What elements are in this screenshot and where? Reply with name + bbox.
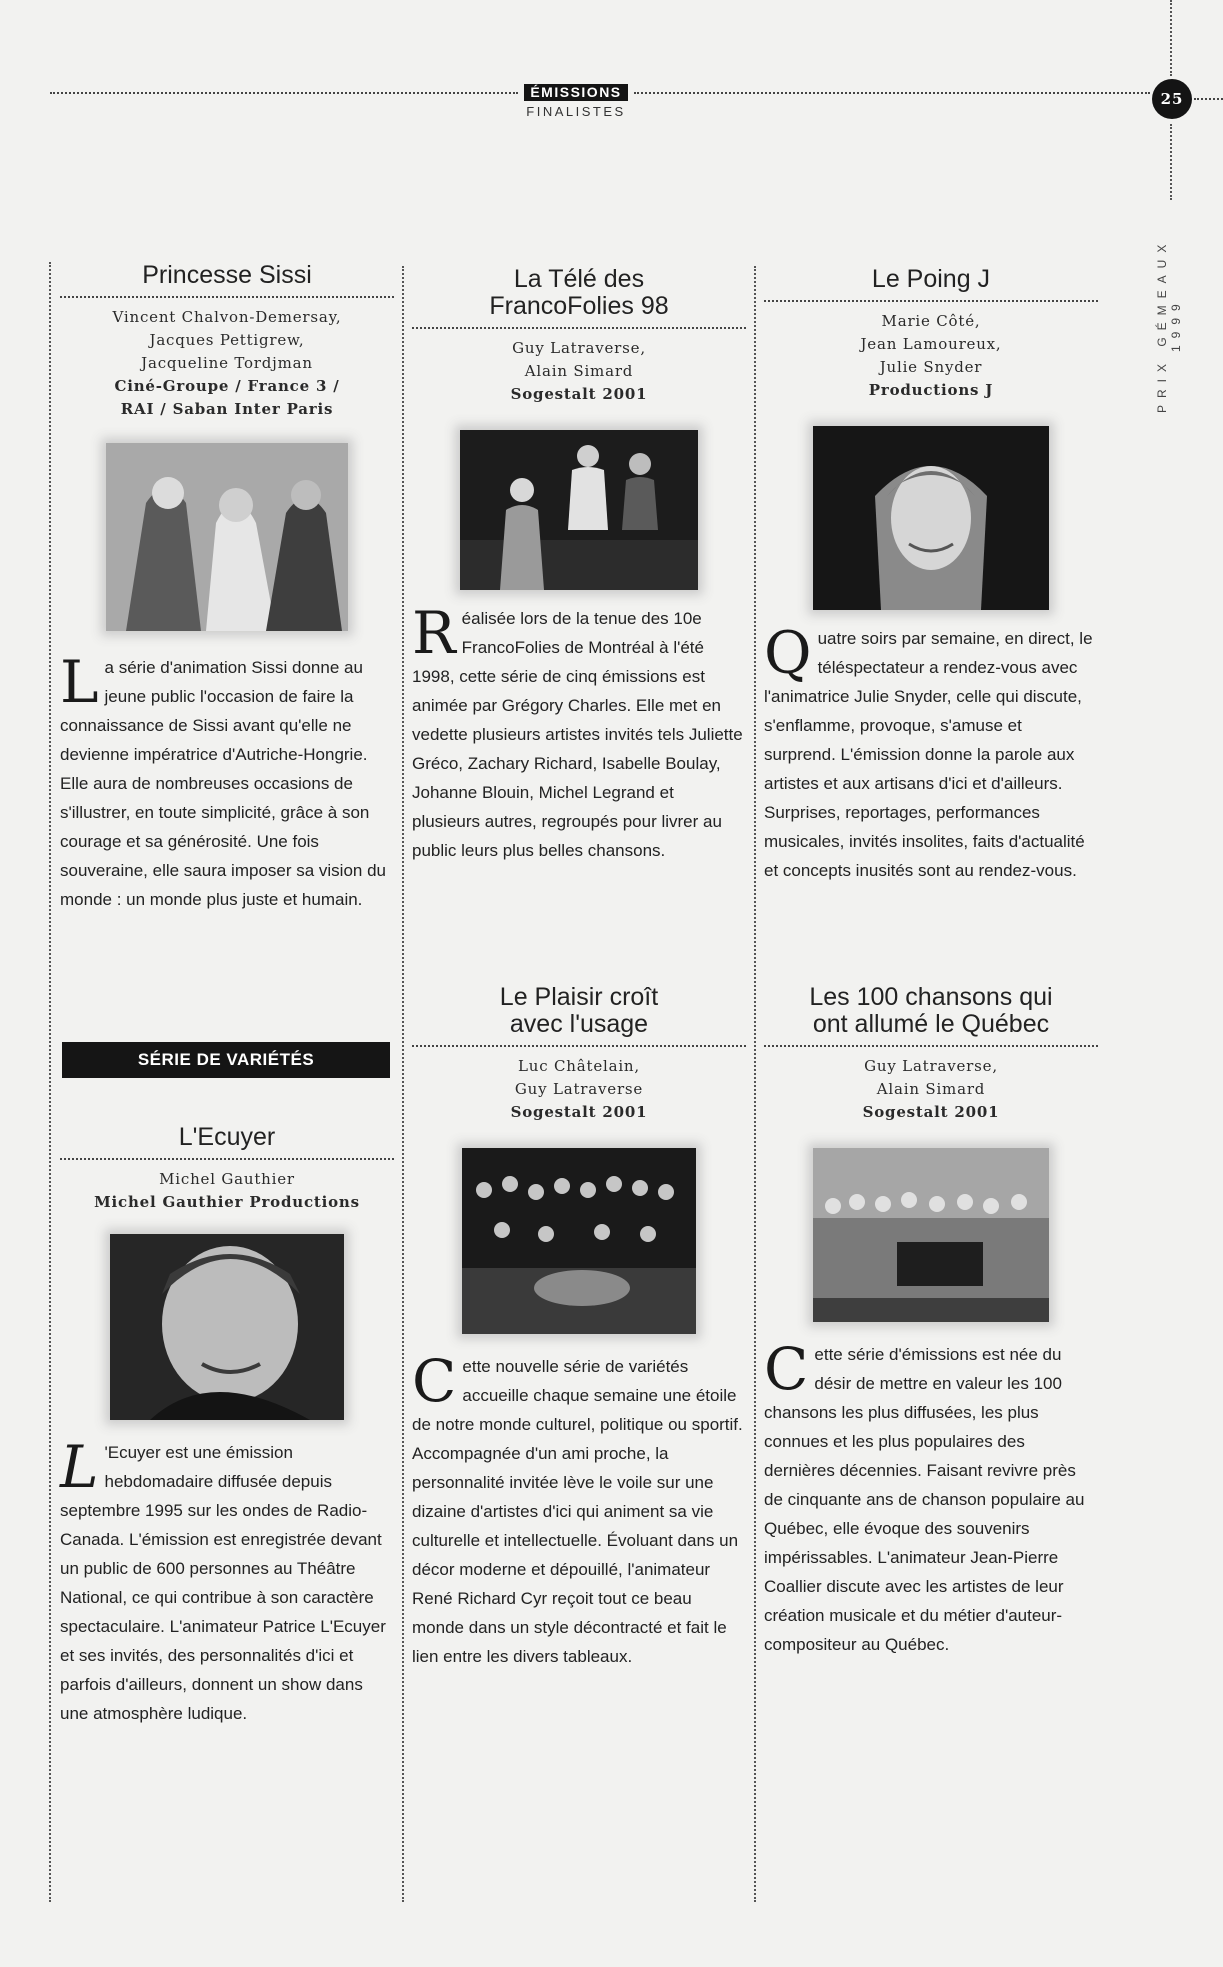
photo-francofolies bbox=[460, 430, 698, 590]
photo-princesse-sissi bbox=[106, 443, 348, 631]
entry-description bbox=[60, 648, 394, 914]
entry-description bbox=[412, 1347, 746, 1671]
side-caption: PRIX GÉMEAUX 1999 bbox=[1155, 237, 1183, 413]
drop-cap: R bbox=[412, 599, 456, 667]
section-label: ÉMISSIONS bbox=[524, 84, 628, 101]
drop-cap: Q bbox=[764, 619, 812, 687]
entry-text: éalisée lors de la tenue des 10e FrancoFolies de Montréal à l'été 1998, cette série de cinq émissions est animée par Grégory Charles. Elle met en vedette plusieurs artistes invités tels Juliette Gréco, Zachary Richard, Isabelle Boulay, Johanne Blouin, Michel Legrand et plusieurs autres, regroupés pour livrer au public leurs plus belles chansons. bbox=[412, 609, 743, 860]
entry-description bbox=[764, 619, 1098, 885]
entry-title: Le Plaisir croît avec l'usage bbox=[412, 984, 746, 1047]
credit-line: Jacques Pettigrew, bbox=[149, 331, 305, 349]
production-line: RAI / Saban Inter Paris bbox=[120, 400, 334, 418]
entry-title: Princesse Sissi bbox=[60, 262, 394, 298]
entry-text: a série d'animation Sissi donne au jeune public l'occasion de faire la connaissance de Sissi avant qu'elle ne devienne impératrice d'Autriche-Hongrie. Elle aura de nombreuses occasions de s'illustrer, en toute simplicité, grâce à son courage et sa générosité. Une fois souveraine, elle saura imposer sa vision du monde : un monde plus juste et humain. bbox=[60, 658, 387, 909]
credit-line: Alain Simard bbox=[876, 1080, 986, 1098]
entry-title: Les 100 chansons qui ont allumé le Québec bbox=[764, 984, 1098, 1047]
entry-description bbox=[60, 1433, 394, 1728]
credit-line: Michel Gauthier bbox=[159, 1170, 295, 1188]
margin-rule-top bbox=[1170, 0, 1172, 76]
entry-lecuyer bbox=[60, 1124, 394, 1728]
drop-cap: L bbox=[60, 1433, 99, 1501]
entry-credits bbox=[60, 306, 394, 421]
entry-description bbox=[412, 599, 746, 865]
header-rule-right bbox=[634, 92, 1150, 94]
page-number: 25 bbox=[1152, 79, 1192, 119]
production-line: Ciné-Groupe / France 3 / bbox=[114, 377, 340, 395]
column-rule-3 bbox=[754, 266, 756, 1902]
credit-line: Guy Latraverse, bbox=[512, 339, 646, 357]
drop-cap: C bbox=[764, 1335, 809, 1403]
entry-text: uatre soirs par semaine, en direct, le téléspectateur a rendez-vous avec l'animatrice Julie Snyder, celle qui discute, s'enflamme, provoque, s'amuse et surprend. L'émission donne la parole aux artistes et aux artisans d'ici et d'ailleurs. Surprises, reportages, performances musicales, invités insolites, faits d'actualité et concepts inusités sont au rendez-vous. bbox=[764, 629, 1093, 880]
entry-title: Le Poing J bbox=[764, 266, 1098, 302]
entry-credits bbox=[764, 310, 1098, 402]
entry-100-chansons bbox=[764, 984, 1098, 1659]
header-rule-edge bbox=[1194, 98, 1223, 100]
entry-plaisir-croit bbox=[412, 984, 746, 1671]
photo-poing-j bbox=[813, 426, 1049, 610]
entry-tele-francofolies bbox=[412, 266, 746, 865]
entry-text: ette nouvelle série de variétés accueille chaque semaine une étoile de notre monde culturel, politique ou sportif. Accompagnée d'un ami proche, la personnalité invitée lève le voile sur une dizaine d'artistes d'ici qui animent sa vie culturelle et intellectuelle. Évoluant dans un décor moderne et dépouillé, l'animateur René Richard Cyr reçoit tout ce beau monde dans un style décontracté et fait le lien entre les divers tableaux. bbox=[412, 1357, 743, 1666]
column-rule-1 bbox=[49, 262, 51, 1902]
entry-description bbox=[764, 1335, 1098, 1659]
drop-cap: C bbox=[412, 1347, 457, 1415]
entry-princesse-sissi bbox=[60, 262, 394, 914]
entry-text: 'Ecuyer est une émission hebdomadaire diffusée depuis septembre 1995 sur les ondes de Radio-Canada. L'émission est enregistrée devant un public de 600 personnes au Théâtre National, ce qui contribue à son caractère spectaculaire. L'animateur Patrice L'Ecuyer et ses invités, des personnalités d'ici et parfois d'ailleurs, donnent un show dans une atmosphère ludique. bbox=[60, 1443, 386, 1723]
credit-line: Guy Latraverse, bbox=[864, 1057, 998, 1075]
entry-credits bbox=[764, 1055, 1098, 1124]
entry-credits bbox=[412, 337, 746, 406]
photo-100-chansons bbox=[813, 1148, 1049, 1322]
credit-line: Alain Simard bbox=[524, 362, 634, 380]
production-line: Productions J bbox=[868, 381, 994, 399]
photo-plaisir-croit bbox=[462, 1148, 696, 1334]
credit-line: Jacqueline Tordjman bbox=[141, 354, 313, 372]
credit-line: Marie Côté, bbox=[881, 312, 981, 330]
credit-line: Jean Lamoureux, bbox=[860, 335, 1002, 353]
production-line: Michel Gauthier Productions bbox=[94, 1193, 360, 1211]
drop-cap: L bbox=[60, 648, 99, 716]
production-line: Sogestalt 2001 bbox=[862, 1103, 1000, 1121]
column-rule-2 bbox=[402, 266, 404, 1902]
header-rule-left bbox=[50, 92, 518, 94]
entry-poing-j bbox=[764, 266, 1098, 885]
credit-line: Guy Latraverse bbox=[514, 1080, 644, 1098]
credit-line: Julie Snyder bbox=[879, 358, 983, 376]
entry-credits bbox=[60, 1168, 394, 1214]
category-bar: SÉRIE DE VARIÉTÉS bbox=[62, 1042, 390, 1078]
production-line: Sogestalt 2001 bbox=[510, 1103, 648, 1121]
entry-title: La Télé des FrancoFolies 98 bbox=[412, 266, 746, 329]
section-subtitle: FINALISTES bbox=[526, 104, 626, 119]
margin-rule-mid bbox=[1170, 124, 1172, 200]
credit-line: Luc Châtelain, bbox=[518, 1057, 640, 1075]
entry-text: ette série d'émissions est née du désir de mettre en valeur les 100 chansons les plus diffusées, les plus connues et les plus populaires des dernières décennies. Faisant revivre près de cinquante ans de chanson populaire au Québec, elle évoque des souvenirs impérissables. L'animateur Jean-Pierre Coallier discute avec les artistes de leur création musicale et du métier d'auteur-compositeur au Québec. bbox=[764, 1345, 1085, 1654]
photo-lecuyer bbox=[110, 1234, 344, 1420]
credit-line: Vincent Chalvon-Demersay, bbox=[112, 308, 342, 326]
entry-title: L'Ecuyer bbox=[60, 1124, 394, 1160]
production-line: Sogestalt 2001 bbox=[510, 385, 648, 403]
entry-credits bbox=[412, 1055, 746, 1124]
